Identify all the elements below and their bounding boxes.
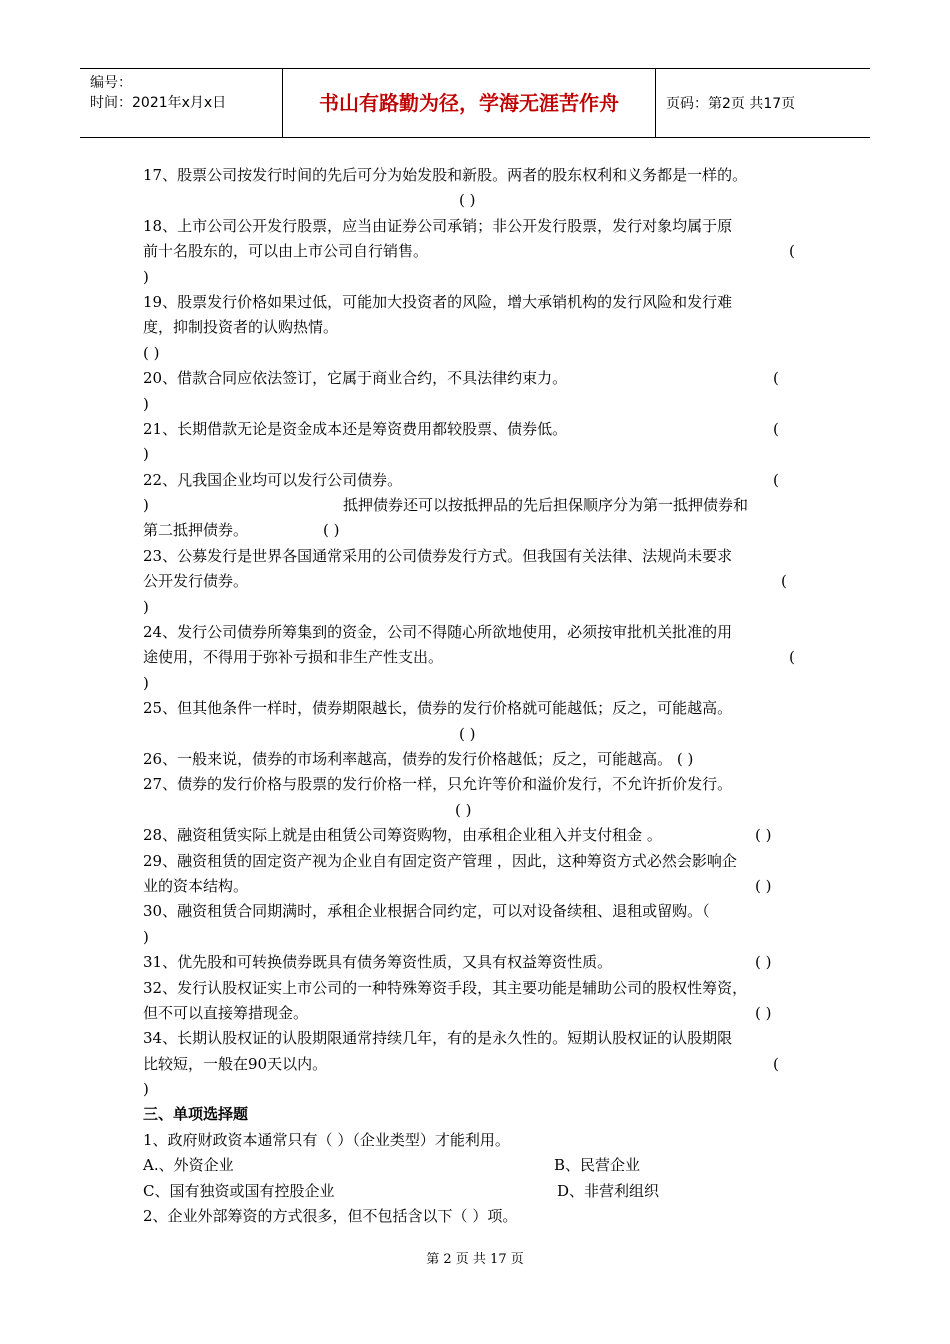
question-text: 29、融资租赁的固定资产视为企业自有固定资产管理 ，因此，这种筹资方式必然会影响企: [143, 851, 737, 870]
question-line: [143, 645, 813, 670]
question-line: [143, 1052, 813, 1077]
question-line: [143, 874, 813, 899]
question-text: ( ): [143, 343, 160, 362]
question-text: 前十名股东的，可以由上市公司自行销售。: [143, 242, 429, 261]
question-text: ): [143, 673, 149, 692]
question-text: 27、债券的发行价格与股票的发行价格一样，只允许等价和溢价发行，不允许折价发行。: [143, 775, 733, 794]
question-text: 但不可以直接筹措现金。: [143, 1003, 309, 1022]
question-line: [143, 1077, 813, 1102]
question-text: 公开发行债券。: [143, 572, 249, 591]
question-line: [143, 265, 813, 290]
header-divider: [282, 69, 283, 137]
answer-bracket: (: [789, 242, 795, 261]
question-text: 26、一般来说，债券的市场利率越高，债券的发行价格越低；反之，可能越高。 ( ): [143, 749, 694, 768]
option-row: [143, 1153, 813, 1178]
question-line: [143, 823, 813, 848]
question-line: [143, 722, 813, 747]
option-row: [143, 1179, 813, 1204]
question-line: [143, 747, 813, 772]
question-line: [143, 976, 813, 1001]
question-text: 业的资本结构。: [143, 876, 249, 895]
question-line: [143, 696, 813, 721]
answer-bracket: ( ): [459, 191, 476, 210]
question-line: [143, 518, 813, 543]
header-motto: 书山有路勤为径，学海无涯苦作舟: [319, 91, 619, 115]
question-line: [143, 341, 813, 366]
question-line: [143, 772, 813, 797]
question-text: 34、长期认股权证的认股期限通常持续几年，有的是永久性的。短期认股权证的认股期限: [143, 1029, 733, 1048]
header-divider: [655, 69, 656, 137]
answer-bracket: (: [773, 1054, 779, 1073]
question-line: [143, 315, 813, 340]
question-line: [143, 290, 813, 315]
answer-bracket: ( ): [755, 1003, 772, 1022]
page-footer: 第 2 页 共 17 页: [426, 1252, 524, 1267]
answer-bracket: ( ): [459, 724, 476, 743]
question-text: ): [143, 597, 149, 616]
question-line: [143, 1001, 813, 1026]
question-text: 度，抑制投资者的认购热情。: [143, 318, 339, 337]
choice-question: 1、政府财政资本通常只有（ ）（企业类型）才能利用。: [143, 1130, 510, 1149]
question-text: 18、上市公司公开发行股票，应当由证券公司承销；非公开发行股票，发行对象均属于原: [143, 216, 733, 235]
question-text: ): [143, 1080, 149, 1099]
question-text: 22、凡我国企业均可以发行公司债券。: [143, 470, 403, 489]
question-text: 24、发行公司债券所筹集到的资金，公司不得随心所欲地使用，必须按审批机关批准的用: [143, 623, 733, 642]
question-line: [143, 214, 813, 239]
answer-bracket: (: [781, 572, 787, 591]
question-text: 21、长期借款无论是资金成本还是筹资费用都较股票、债券低。: [143, 419, 568, 438]
question-line: [143, 595, 813, 620]
answer-bracket: ( ): [455, 800, 472, 819]
question-text: 19、股票发行价格如果过低，可能加大投资者的风险，增大承销机构的发行风险和发行难: [143, 292, 733, 311]
question-line: [143, 163, 813, 188]
answer-bracket: (: [789, 648, 795, 667]
choice-question: 2、企业外部筹资的方式很多，但不包括含以下（ ）项。: [143, 1207, 518, 1226]
answer-bracket: ( ): [755, 953, 772, 972]
question-text: 23、公募发行是世界各国通常采用的公司债券发行方式。但我国有关法律、法规尚未要求: [143, 546, 733, 565]
option-text: D、非营利组织: [557, 1181, 660, 1200]
question-text: ): [143, 394, 149, 413]
question-line: [143, 188, 813, 213]
question-line: [143, 366, 813, 391]
question-line: [143, 544, 813, 569]
question-text: ): [143, 445, 149, 464]
answer-bracket: ( ): [323, 521, 340, 540]
answer-bracket: ( ): [755, 826, 772, 845]
question-line: [143, 950, 813, 975]
question-line: [143, 671, 813, 696]
option-text: A.、外资企业: [143, 1156, 234, 1175]
header-number: 编号：: [90, 75, 132, 91]
question-text: 17、股票公司按发行时间的先后可分为始发股和新股。两者的股东权利和义务都是一样的。: [143, 166, 748, 184]
question-line: [143, 899, 813, 924]
question-line: [143, 1026, 813, 1051]
question-text: ): [143, 927, 149, 946]
question-text: 第二抵押债券。: [143, 521, 249, 540]
question-line: [143, 569, 813, 594]
question-line: [143, 417, 813, 442]
header-meta: [90, 73, 226, 113]
question-text: ): [143, 496, 149, 515]
question-line: [143, 468, 813, 493]
question-text: 30、融资租赁合同期满时，承租企业根据合同约定，可以对设备续租、退租或留购。（: [143, 902, 710, 921]
question-line: [143, 798, 813, 823]
question-text: 途使用，不得用于弥补亏损和非生产性支出。: [143, 648, 444, 667]
answer-bracket: (: [773, 369, 779, 388]
question-text: 32、发行认股权证实上市公司的一种特殊筹资手段，其主要功能是辅助公司的股权性筹资，: [143, 978, 748, 997]
question-line: [143, 442, 813, 467]
question-text: 31、优先股和可转换债券既具有债务筹资性质，又具有权益筹资性质。: [143, 953, 613, 972]
option-text: B、民营企业: [554, 1156, 641, 1175]
answer-bracket: (: [773, 419, 779, 438]
option-text: C、国有独资或国有控股企业: [143, 1181, 335, 1200]
section-title: 三、单项选择题: [143, 1105, 249, 1124]
question-text: 20、借款合同应依法签订，它属于商业合约，不具法律约束力。: [143, 369, 568, 388]
question-text: ): [143, 267, 149, 286]
question-line: [143, 620, 813, 645]
question-text: 比较短，一般在90天以内。: [143, 1054, 328, 1073]
answer-bracket: ( ): [755, 876, 772, 895]
page-header: [80, 68, 870, 138]
document-body: [143, 163, 813, 1229]
answer-bracket: (: [773, 470, 779, 489]
header-time: 时间：2021年x月x日: [90, 95, 227, 111]
question-line: [143, 849, 813, 874]
question-line: [143, 239, 813, 264]
answer-bracket: 抵押债券还可以按抵押品的先后担保顺序分为第一抵押债券和: [343, 496, 749, 515]
question-text: 28、融资租赁实际上就是由租赁公司筹资购物，由承租企业租入并支付租金 。: [143, 826, 662, 845]
header-page-info: 页码：第2页 共17页: [666, 96, 796, 112]
question-text: 25、但其他条件一样时，债券期限越长，债券的发行价格就可能越低；反之，可能越高。: [143, 699, 733, 718]
question-line: [143, 493, 813, 518]
question-line: [143, 925, 813, 950]
question-line: [143, 392, 813, 417]
